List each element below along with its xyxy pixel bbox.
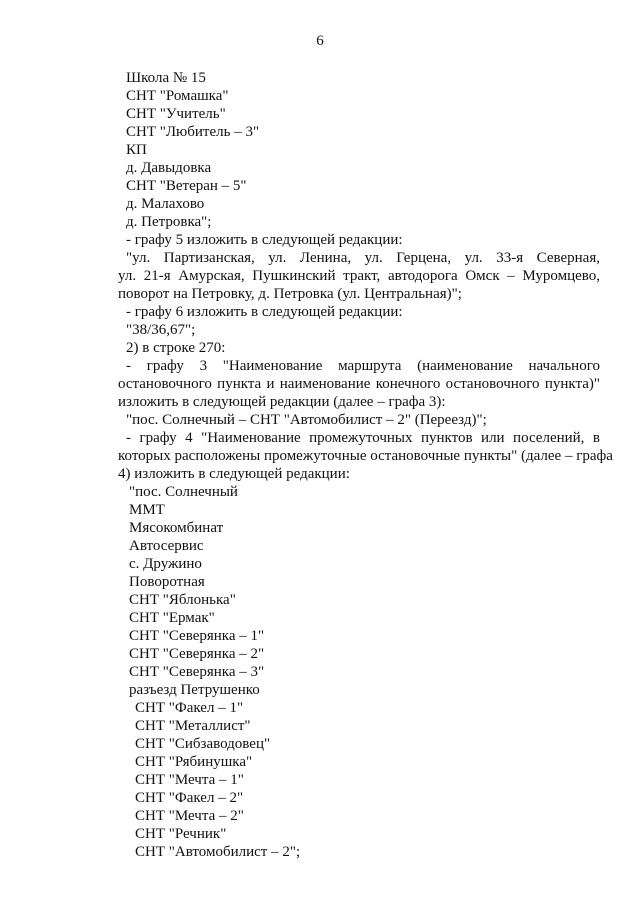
list-item: СНТ "Ветеран – 5": [126, 178, 247, 194]
paragraph-line: "38/36,67";: [126, 322, 196, 338]
list-item: д. Давыдовка: [126, 160, 212, 176]
list-item: СНТ "Ромашка": [126, 88, 229, 104]
page-number: 6: [316, 33, 324, 49]
list-item: СНТ "Северянка – 1": [129, 628, 265, 644]
list-item: СНТ "Северянка – 2": [129, 646, 265, 662]
list-item: СНТ "Ермак": [129, 610, 215, 626]
paragraph-line: 2) в строке 270:: [126, 340, 226, 356]
list-item: СНТ "Речник": [135, 826, 227, 842]
paragraph-line: ул. 21-я Амурская, Пушкинский тракт, автодорога Омск – Муромцево,: [118, 268, 600, 284]
paragraph-line: поворот на Петровку, д. Петровка (ул. Центральная)";: [118, 286, 462, 302]
list-item: Школа № 15: [126, 70, 206, 86]
list-item: Мясокомбинат: [129, 520, 224, 536]
paragraph-line: "пос. Солнечный – СНТ "Автомобилист – 2" (Переезд)";: [126, 412, 487, 428]
list-item: д. Малахово: [126, 196, 205, 212]
list-item: СНТ "Учитель": [126, 106, 226, 122]
list-item: КП: [126, 142, 147, 158]
list-item: с. Дружино: [129, 556, 202, 572]
paragraph-line: остановочного пункта и наименование конечного остановочного пункта)": [118, 376, 600, 392]
paragraph-line: - графу 3 "Наименование маршрута (наименование начального: [126, 358, 600, 374]
paragraph-line: изложить в следующей редакции (далее – графа 3):: [118, 394, 446, 410]
paragraph-line: 4) изложить в следующей редакции:: [118, 466, 350, 482]
list-item: СНТ "Мечта – 1": [135, 772, 244, 788]
list-item: "пос. Солнечный: [129, 484, 238, 500]
list-item: СНТ "Сибзаводовец": [135, 736, 271, 752]
list-item: Поворотная: [129, 574, 205, 590]
list-item: СНТ "Северянка – 3": [129, 664, 265, 680]
list-item: Автосервис: [129, 538, 204, 554]
list-item: СНТ "Рябинушка": [135, 754, 253, 770]
list-item: СНТ "Автомобилист – 2";: [135, 844, 301, 860]
paragraph-line: - графу 5 изложить в следующей редакции:: [126, 232, 403, 248]
list-item: СНТ "Металлист": [135, 718, 251, 734]
paragraph-line: - графу 6 изложить в следующей редакции:: [126, 304, 403, 320]
list-item: СНТ "Факел – 2": [135, 790, 244, 806]
list-item: СНТ "Яблонька": [129, 592, 236, 608]
paragraph-line: которых расположены промежуточные остановочные пункты" (далее – графа: [118, 448, 613, 464]
list-item: СНТ "Мечта – 2": [135, 808, 244, 824]
list-item: разъезд Петрушенко: [129, 682, 260, 698]
paragraph-line: "ул. Партизанская, ул. Ленина, ул. Герцена, ул. 33-я Северная,: [126, 250, 600, 266]
list-item: СНТ "Любитель – 3": [126, 124, 260, 140]
list-item: ММТ: [129, 502, 165, 518]
list-item: СНТ "Факел – 1": [135, 700, 244, 716]
paragraph-line: - графу 4 "Наименование промежуточных пунктов или поселений, в: [126, 430, 600, 446]
list-item: д. Петровка";: [126, 214, 212, 230]
